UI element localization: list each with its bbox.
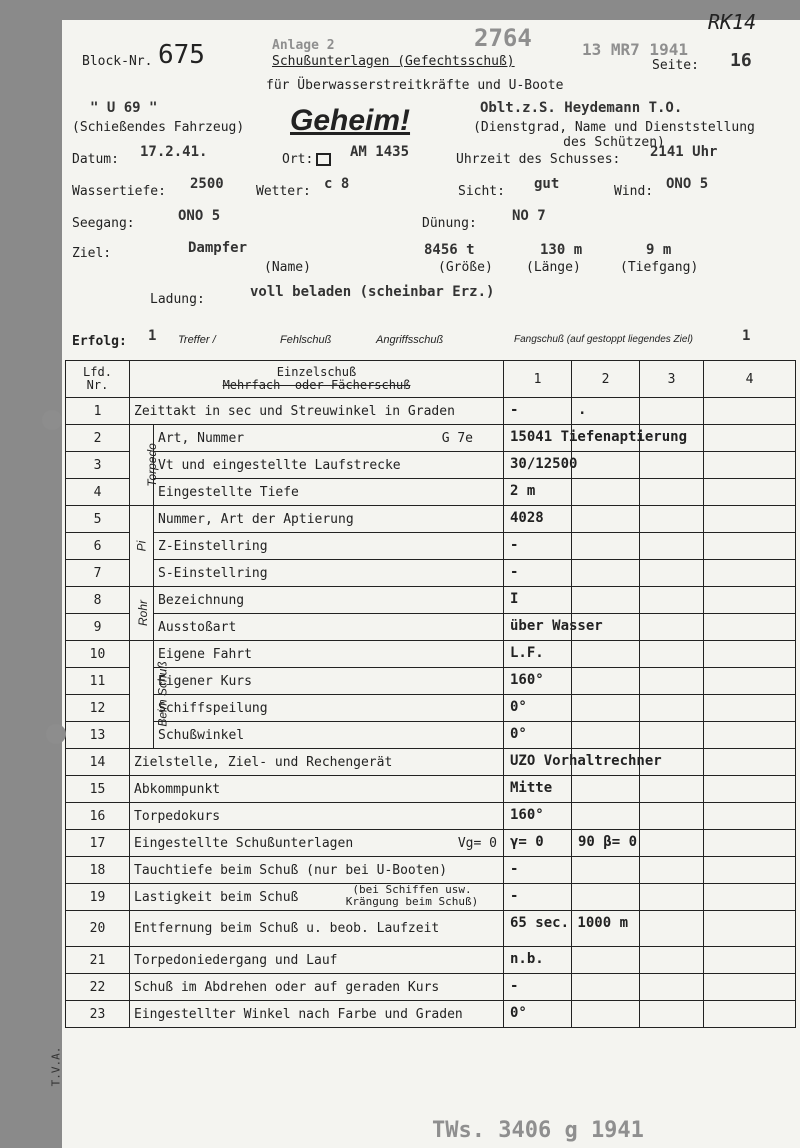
row-label-cell — [154, 695, 504, 722]
value-1: 2 m — [510, 483, 536, 499]
wassertiefe-value: 2500 — [190, 176, 224, 192]
table-row — [66, 641, 796, 668]
table-row — [66, 884, 796, 911]
value-col-3 — [640, 668, 704, 695]
value-col-4 — [704, 506, 796, 533]
value-col-1 — [504, 803, 572, 830]
value-col-2 — [572, 506, 640, 533]
table-row — [66, 479, 796, 506]
header-col-1: 1 — [504, 361, 572, 398]
row-label-cell — [130, 884, 504, 911]
ziel-laenge-value: 130 m — [540, 242, 583, 258]
value-col-1 — [504, 857, 572, 884]
value-col-3 — [640, 1001, 704, 1028]
ziel-name-value: Dampfer — [188, 240, 248, 256]
row-label-cell — [154, 425, 504, 452]
value-col-4 — [704, 884, 796, 911]
value-col-2 — [572, 479, 640, 506]
erfolg-fang: Fangschuß (auf gestoppt liegendes Ziel) — [514, 334, 693, 345]
value-col-1 — [504, 668, 572, 695]
erfolg-fehl: Fehlschuß — [280, 334, 332, 346]
value-col-4 — [704, 425, 796, 452]
row-label-cell — [130, 776, 504, 803]
row-label-cell — [154, 560, 504, 587]
table-row — [66, 452, 796, 479]
row-label: Nummer, Art der Aptierung — [158, 511, 354, 527]
value-col-1 — [504, 884, 572, 911]
value-col-4 — [704, 776, 796, 803]
value-col-3 — [640, 560, 704, 587]
wind-value: ONO 5 — [666, 176, 709, 192]
row-label: Zeittakt in sec und Streuwinkel in Graden — [134, 403, 455, 419]
side-mark: T.V.A. — [49, 1046, 63, 1087]
value-2: . — [578, 402, 587, 418]
value-col-4 — [704, 452, 796, 479]
row-extra: (bei Schiffen usw. Krängung beim Schuß) — [345, 883, 479, 908]
punch-hole-bottom — [46, 724, 66, 744]
table-row — [66, 830, 796, 857]
value-col-3 — [640, 776, 704, 803]
erfolg-treffer-value: 1 — [148, 328, 157, 344]
group-label: Beim Schuß — [155, 661, 170, 727]
erfolg-label: Erfolg: — [72, 334, 127, 349]
value-col-1 — [504, 776, 572, 803]
row-label: Bezeichnung — [158, 592, 245, 608]
value-col-4 — [704, 749, 796, 776]
row-label-cell — [154, 506, 504, 533]
value-col-3 — [640, 398, 704, 425]
value-col-3 — [640, 695, 704, 722]
table-row — [66, 506, 796, 533]
value-col-1 — [504, 974, 572, 1001]
ort-value: AM 1435 — [350, 144, 410, 160]
value-col-1 — [504, 749, 662, 776]
group-rohr — [130, 587, 154, 641]
value-col-2 — [572, 533, 640, 560]
value-col-2 — [572, 452, 640, 479]
uhrzeit-label: Uhrzeit des Schusses: — [456, 152, 621, 167]
value-1: - — [510, 888, 519, 904]
row-number: 20 — [66, 911, 130, 947]
value-col-1 — [504, 695, 572, 722]
ladung-value: voll beladen (scheinbar Erz.) — [250, 284, 495, 300]
sicht-label: Sicht: — [458, 184, 505, 199]
value-col-3 — [640, 911, 704, 947]
value-col-3 — [640, 479, 704, 506]
commander-label: (Dienstgrad, Name und Dienststellung des Schützen) — [473, 120, 755, 150]
group-label: Pi — [134, 540, 149, 551]
value-col-1 — [504, 533, 572, 560]
value-col-4 — [704, 911, 796, 947]
form-subtitle: für Überwasserstreitkräfte und U-Boote — [266, 78, 564, 93]
table-row — [66, 533, 796, 560]
value-col-3 — [640, 614, 704, 641]
uhrzeit-value: 2141 Uhr — [650, 144, 718, 160]
header-nr: Lfd. Nr. — [66, 361, 130, 398]
value-1: 65 sec. 1000 m — [510, 915, 629, 931]
row-label-cell — [154, 614, 504, 641]
header-title: Einzelschuß — [276, 365, 357, 379]
row-label: Eigener Kurs — [158, 673, 252, 689]
row-label: Entfernung beim Schuß u. beob. Laufzeit — [134, 921, 440, 936]
seegang-label: Seegang: — [72, 216, 135, 231]
row-label: Lastigkeit beim Schuß — [134, 889, 299, 905]
table-row — [66, 803, 796, 830]
value-1: Mitte — [510, 780, 553, 796]
row-label-cell — [154, 722, 504, 749]
value-col-4 — [704, 641, 796, 668]
value-col-1 — [504, 479, 572, 506]
seegang-value: ONO 5 — [178, 208, 221, 224]
secret-mark: Geheim! — [290, 104, 411, 137]
row-label: Art, Nummer — [158, 430, 245, 446]
value-col-3 — [640, 947, 704, 974]
row-label: Z-Einstellring — [158, 538, 268, 554]
value-col-2 — [572, 668, 640, 695]
value-1: 4028 — [510, 510, 544, 526]
value-col-2 — [572, 947, 640, 974]
block-label: Block-Nr. — [82, 54, 153, 69]
row-number: 4 — [66, 479, 130, 506]
row-label: Schuß im Abdrehen oder auf geraden Kurs — [134, 979, 440, 995]
boat-value: " U 69 " — [90, 100, 158, 116]
row-label-cell — [154, 479, 504, 506]
table-row — [66, 857, 796, 884]
value-col-1 — [504, 506, 572, 533]
value-col-1 — [504, 614, 603, 641]
group-torpedo — [130, 425, 159, 506]
value-1: γ= 0 — [510, 834, 544, 850]
wassertiefe-label: Wassertiefe: — [72, 184, 166, 199]
footer-stamp: TWs. 3406 g 1941 — [432, 1118, 644, 1143]
value-col-3 — [640, 830, 704, 857]
value-col-4 — [704, 398, 796, 425]
ziel-label: Ziel: — [72, 246, 112, 261]
row-label: Ausstoßart — [158, 619, 237, 635]
row-number: 23 — [66, 1001, 130, 1028]
stamp-date: 13 MR7 1941 — [582, 40, 688, 59]
value-1: 0° — [510, 726, 527, 742]
value-1: UZO Vorhaltrechner — [510, 753, 662, 769]
erfolg-angriff: Angriffsschuß — [376, 334, 444, 346]
value-col-2 — [572, 884, 640, 911]
table-row — [66, 587, 796, 614]
header-col-4: 4 — [704, 361, 796, 398]
ziel-tiefgang-label: (Tiefgang) — [620, 260, 699, 275]
value-1: 30/12500 — [510, 456, 578, 472]
row-label: Torpedoniedergang und Lauf — [134, 952, 338, 968]
value-col-2 — [572, 722, 640, 749]
row-label: Schußwinkel — [158, 727, 245, 743]
group-pi — [130, 506, 154, 587]
value-col-4 — [704, 479, 796, 506]
corner-mark: RK14 — [708, 10, 757, 34]
sicht-value: gut — [534, 176, 560, 192]
value-1: L.F. — [510, 645, 544, 661]
value-2: 90 β= 0 — [578, 834, 638, 850]
value-col-3 — [640, 641, 704, 668]
row-number: 15 — [66, 776, 130, 803]
value-1: - — [510, 537, 519, 553]
value-col-2 — [572, 425, 640, 452]
table-row — [66, 398, 796, 425]
row-label: Eingestellter Winkel nach Farbe und Graden — [134, 1006, 463, 1022]
row-label-cell — [154, 452, 504, 479]
value-1: 0° — [510, 699, 527, 715]
row-label-cell — [130, 1001, 504, 1028]
value-col-2 — [572, 749, 640, 776]
value-1: - — [510, 861, 519, 877]
table-row — [66, 749, 796, 776]
value-col-3 — [640, 587, 704, 614]
row-label: Abkommpunkt — [134, 781, 221, 797]
value-col-4 — [704, 560, 796, 587]
row-number: 1 — [66, 398, 130, 425]
value-col-3 — [640, 452, 704, 479]
value-col-1 — [504, 452, 578, 479]
table-row — [66, 911, 796, 947]
value-col-2 — [572, 560, 640, 587]
value-col-1 — [504, 947, 572, 974]
value-col-1 — [504, 641, 572, 668]
row-label-cell — [130, 974, 504, 1001]
row-number: 14 — [66, 749, 130, 776]
form-title: Schußunterlagen (Gefechtsschuß) — [272, 54, 515, 69]
value-col-2 — [572, 1001, 640, 1028]
erfolg-treffer: Treffer / — [178, 334, 216, 346]
document-sheet — [62, 10, 800, 1148]
shot-data-table — [65, 360, 796, 1028]
ziel-groesse-label: (Größe) — [438, 260, 493, 275]
value-col-1 — [504, 1001, 572, 1028]
value-col-1 — [504, 560, 572, 587]
value-col-2 — [572, 776, 640, 803]
row-label-cell — [130, 803, 504, 830]
wind-label: Wind: — [614, 184, 654, 199]
group-label: Torpedo — [144, 442, 159, 487]
table-row — [66, 974, 796, 1001]
value-col-2 — [572, 695, 640, 722]
row-number: 10 — [66, 641, 130, 668]
row-label-cell — [130, 947, 504, 974]
value-1: 0° — [510, 1005, 527, 1021]
table-row — [66, 425, 796, 452]
value-col-2 — [572, 641, 640, 668]
commander-value: Oblt.z.S. Heydemann T.O. — [480, 100, 683, 116]
value-col-2 — [572, 857, 640, 884]
duenung-value: NO 7 — [512, 208, 546, 224]
row-number: 11 — [66, 668, 130, 695]
value-col-3 — [640, 884, 704, 911]
wetter-label: Wetter: — [256, 184, 311, 199]
value-col-1 — [504, 722, 572, 749]
value-col-4 — [704, 533, 796, 560]
value-col-4 — [704, 803, 796, 830]
duenung-label: Dünung: — [422, 216, 477, 231]
value-col-3 — [640, 803, 704, 830]
row-extra: Vg= 0 — [457, 836, 497, 851]
ziel-name-label: (Name) — [264, 260, 311, 275]
ladung-label: Ladung: — [150, 292, 205, 307]
ziel-tiefgang-value: 9 m — [646, 242, 672, 258]
table-row — [66, 695, 796, 722]
row-label-cell — [130, 911, 504, 947]
row-label-cell — [154, 668, 504, 695]
value-col-4 — [704, 974, 796, 1001]
value-col-1 — [504, 398, 572, 425]
erfolg-fang-value: 1 — [742, 328, 751, 344]
row-label-cell — [154, 641, 504, 668]
row-number: 9 — [66, 614, 130, 641]
row-label: Zielstelle, Ziel- und Rechengerät — [134, 754, 393, 770]
table-row — [66, 722, 796, 749]
table-header-row — [66, 361, 796, 398]
value-col-1 — [504, 911, 629, 947]
header-col-2: 2 — [572, 361, 640, 398]
value-1: 15041 Tiefenaptierung — [510, 429, 688, 445]
datum-value: 17.2.41. — [140, 144, 208, 160]
row-label: S-Einstellring — [158, 565, 268, 581]
value-col-4 — [704, 668, 796, 695]
row-label: Schiffspeilung — [158, 700, 268, 716]
row-number: 16 — [66, 803, 130, 830]
row-label-cell — [154, 587, 504, 614]
value-col-1 — [504, 830, 572, 857]
group-beim-schuss — [130, 641, 170, 749]
table-row — [66, 947, 796, 974]
seite-label: Seite: — [652, 58, 699, 73]
value-col-1 — [504, 587, 572, 614]
value-col-3 — [640, 533, 704, 560]
row-number: 22 — [66, 974, 130, 1001]
value-1: n.b. — [510, 951, 544, 967]
row-label: Torpedokurs — [134, 808, 221, 824]
value-col-2 — [572, 587, 640, 614]
row-label: Eigene Fahrt — [158, 646, 252, 662]
row-label: Eingestellte Tiefe — [158, 484, 299, 500]
row-number: 2 — [66, 425, 130, 452]
value-col-3 — [640, 722, 704, 749]
value-col-2 — [572, 830, 640, 857]
value-1: - — [510, 978, 519, 994]
header-col-3: 3 — [640, 361, 704, 398]
header-title-cell — [130, 361, 504, 398]
row-extra: G 7e — [441, 431, 473, 446]
row-number: 3 — [66, 452, 130, 479]
block-number: 675 — [158, 40, 205, 70]
value-1: - — [510, 564, 519, 580]
row-number: 8 — [66, 587, 130, 614]
value-col-4 — [704, 722, 796, 749]
ziel-laenge-label: (Länge) — [526, 260, 581, 275]
value-col-4 — [704, 587, 796, 614]
value-col-4 — [704, 695, 796, 722]
row-number: 6 — [66, 533, 130, 560]
value-1: - — [510, 402, 519, 418]
row-label-cell — [130, 857, 504, 884]
row-number: 13 — [66, 722, 130, 749]
row-label-cell — [130, 749, 504, 776]
value-col-2 — [572, 974, 640, 1001]
punch-hole-top — [42, 410, 62, 430]
row-number: 18 — [66, 857, 130, 884]
seite-value: 16 — [730, 50, 752, 71]
value-1: 160° — [510, 807, 544, 823]
value-col-1 — [504, 425, 688, 452]
table-row — [66, 668, 796, 695]
value-1: über Wasser — [510, 618, 603, 634]
boat-label: (Schießendes Fahrzeug) — [72, 120, 245, 135]
row-label-cell — [130, 830, 504, 857]
row-number: 7 — [66, 560, 130, 587]
ziel-groesse-value: 8456 t — [424, 242, 475, 258]
group-label: Rohr — [136, 599, 151, 627]
row-number: 17 — [66, 830, 130, 857]
ort-box-icon — [316, 153, 331, 166]
ort-label: Ort: — [282, 152, 314, 167]
table-row — [66, 614, 796, 641]
table-row — [66, 1001, 796, 1028]
wetter-value: c 8 — [324, 176, 350, 192]
value-col-2 — [572, 398, 640, 425]
value-col-2 — [572, 614, 640, 641]
value-col-2 — [572, 803, 640, 830]
header-struck: Mehrfach- oder Fächerschuß — [222, 378, 411, 392]
value-col-4 — [704, 947, 796, 974]
value-1: 160° — [510, 672, 544, 688]
row-number: 12 — [66, 695, 130, 722]
value-col-4 — [704, 1001, 796, 1028]
value-col-4 — [704, 614, 796, 641]
table-row — [66, 776, 796, 803]
row-number: 5 — [66, 506, 130, 533]
row-label-cell — [154, 533, 504, 560]
value-col-4 — [704, 830, 796, 857]
value-1: I — [510, 591, 519, 607]
row-label: Eingestellte Schußunterlagen — [134, 835, 354, 851]
row-number: 21 — [66, 947, 130, 974]
value-col-4 — [704, 857, 796, 884]
table-body — [66, 361, 796, 1028]
value-col-3 — [640, 974, 704, 1001]
value-col-3 — [640, 506, 704, 533]
row-label-cell — [130, 398, 504, 425]
anlage-text: Anlage 2 — [272, 38, 335, 53]
stamp-number: 2764 — [474, 24, 532, 52]
row-number: 19 — [66, 884, 130, 911]
row-label: Vt und eingestellte Laufstrecke — [158, 457, 401, 473]
row-label: Tauchtiefe beim Schuß (nur bei U-Booten) — [134, 862, 448, 878]
datum-label: Datum: — [72, 152, 119, 167]
value-col-2 — [572, 911, 640, 947]
table-row — [66, 560, 796, 587]
value-col-3 — [640, 857, 704, 884]
